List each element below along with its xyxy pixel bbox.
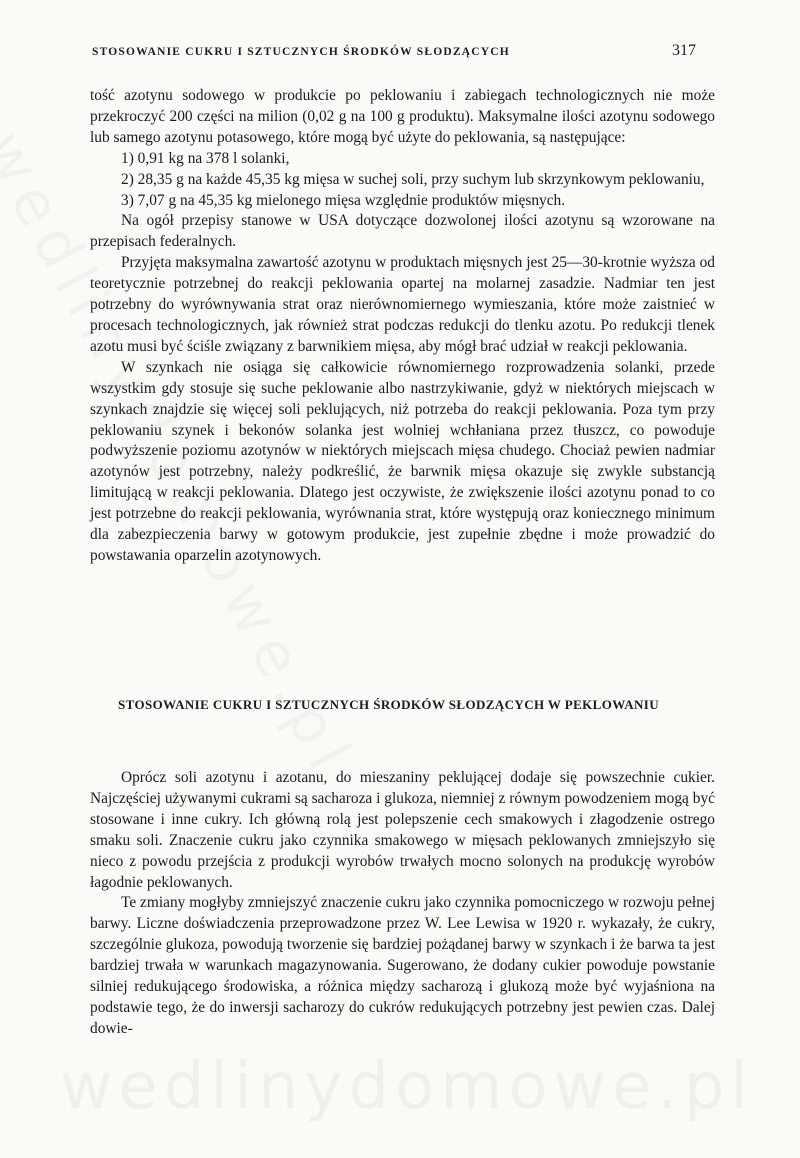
body-text-section-2 [90,768,715,1040]
paragraph: tość azotynu sodowego w produkcie po peklowaniu i zabiegach technologicznych nie może przekroczyć 200 części na milion (0,02 g na 100 g produktu). Maksymalne ilości azotynu sodowego lub samego azotynu potasowego, które mogą być użyte do peklowania, są następujące: [90,87,715,146]
body-text-section-1 [90,86,715,567]
list-item: 2) 28,35 g na każde 45,35 kg mięsa w suchej soli, przy suchym lub skrzynkowym peklowaniu, [121,170,705,188]
footer-watermark [60,1050,780,1124]
list-item: 3) 7,07 g na 45,35 kg mielonego mięsa względnie produktów mięsnych. [121,191,566,209]
section-heading: STOSOWANIE CUKRU I SZTUCZNYCH ŚRODKÓW SŁODZĄCYCH W PEKLOWANIU [118,697,660,712]
paragraph: Oprócz soli azotynu i azotanu, do mieszaniny peklującej dodaje się powszechnie cukier. Najczęściej używanymi cukrami są sacharoza i glukoza, niemniej z równym powodzeniem mogą być stosowane i inne cukry. Ich główną rolą jest polepszenie cech smakowych i złagodzenie ostrego smaku soli. Znaczenie cukru jako czynnika smakowego w mięsach peklowanych zmniejszyło się nieco z powodu przejścia z produkcji wyrobów trwałych mocno solonych na produkcję wyrobów łagodnie peklowanych. [90,769,715,891]
paragraph: Na ogół przepisy stanowe w USA dotyczące dozwolonej ilości azotynu są wzorowane na przepisach federalnych. [90,212,715,251]
page-number: 317 [672,42,696,59]
running-header: STOSOWANIE CUKRU I SZTUCZNYCH ŚRODKÓW SŁODZĄCYCH [92,46,510,58]
paragraph: W szynkach nie osiąga się całkowicie równomiernego rozprowadzenia solanki, przede wszystkim gdy stosuje się suche peklowanie albo nastrzykiwanie, gdyż w niektórych miejscach w szynkach znajdzie się więcej soli peklujących, niż potrzeba do reakcji peklowania. Poza tym przy peklowaniu szynek i bekonów solanka jest wolniej wchłaniana przez tłuszcz, co powoduje podwyższenie poziomu azotynów w niektórych miejscach mięsa chudego. Chociaż pewien nadmiar azotynów jest potrzebny, należy podkreślić, że barwnik mięsa okazuje się zwykle substancją limitującą w reakcji peklowania. Dlatego jest oczywiste, że zwiększenie ilości azotynu ponad to co jest potrzebne do reakcji peklowania, wyrównania strat, które występują oraz koniecznego minimum dla zabezpieczenia barwy w gotowym produkcie, jest zupełnie zbędne i może prowadzić do powstawania oparzelin azotynowych. [90,358,715,564]
list-item: 1) 0,91 kg na 378 l solanki, [121,149,290,167]
paragraph: Te zmiany mogłyby zmniejszyć znaczenie cukru jako czynnika pomocniczego w rozwoju pełnej barwy. Liczne doświadczenia przeprowadzone przez W. Lee Lewisa w 1920 r. wykazały, że cukry, szczególnie glukoza, powodują tworzenie się bardziej pożądanej barwy w szynkach i że barwa ta jest bardziej trwała w warunkach magazynowania. Sugerowano, że dodany cukier powoduje powstanie silniej redukującego środowiska, a różnica między sacharozą i glukozą może być wyjaśniona na podstawie tego, że do inwersji sacharozy do cukrów redukujących potrzebny jest pewien czas. Dalej dowie- [90,894,715,1037]
paragraph: Przyjęta maksymalna zawartość azotynu w produktach mięsnych jest 25—30-krotnie wyższa od teoretycznie potrzebnej do reakcji peklowania opartej na molarnej zasadzie. Nadmiar ten jest potrzebny do wyrównywania strat oraz nierównomiernego wymieszania, które może zaistnieć w procesach technologicznych, jak również strat podczas redukcji do tlenku azotu. Po redukcji tlenek azotu musi być ściśle związany z barwnikiem mięsa, aby mógł brać udział w reakcji peklowania. [90,254,715,355]
